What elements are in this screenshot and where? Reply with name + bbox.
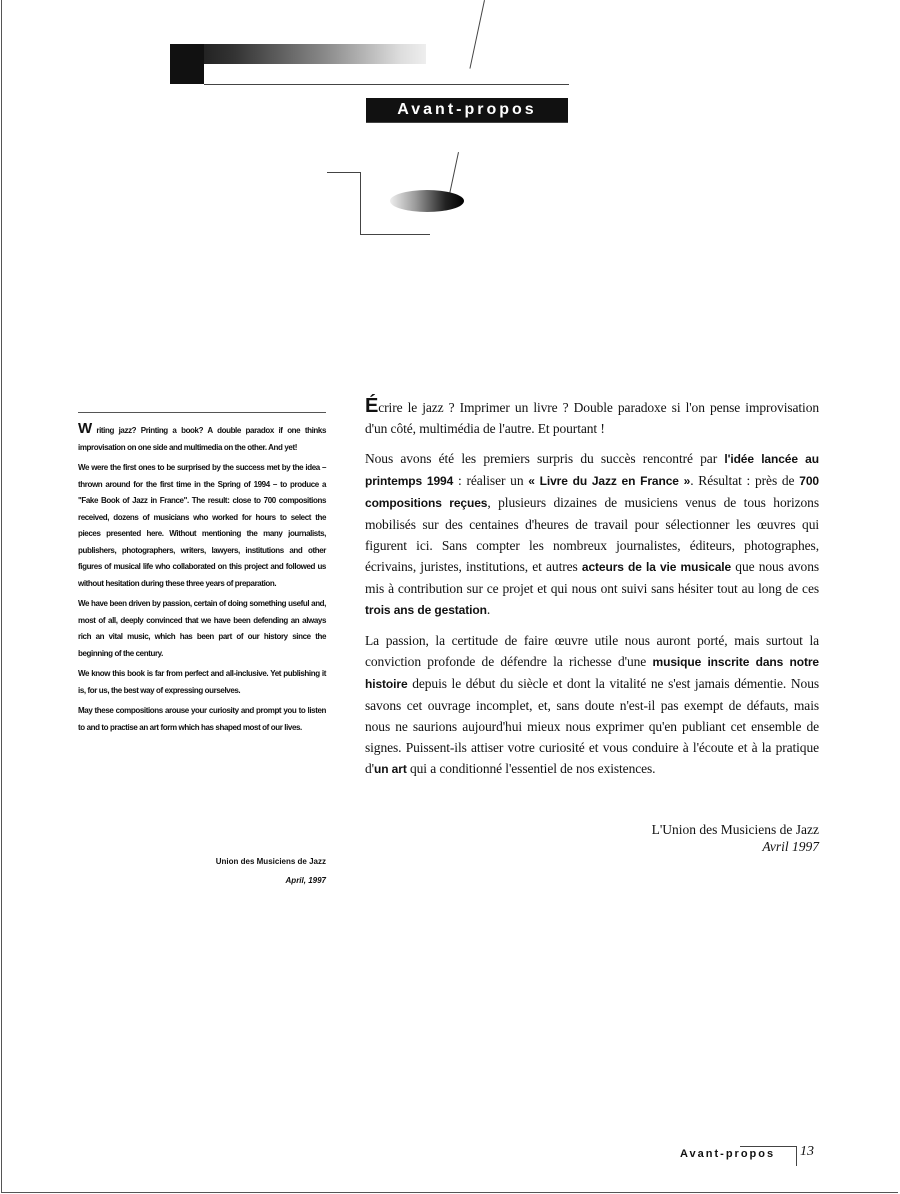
music-note-icon [390, 190, 464, 212]
rule-line [360, 172, 361, 234]
drop-cap: É [365, 395, 379, 417]
french-text-column [365, 396, 819, 789]
rule-line [327, 172, 361, 173]
rule-line [740, 1146, 796, 1147]
english-text-column [78, 412, 326, 740]
signature-name: L'Union des Musiciens de Jazz [651, 822, 819, 837]
signature-date: Avril 1997 [762, 839, 819, 854]
running-footer-title: Avant-propos [680, 1148, 776, 1160]
signature-date: April, 1997 [285, 876, 326, 885]
paragraph: We were the first ones to be surprised by the success met by the idea – thrown around for the first time in the Spring of 1994 – to produce a "Fake Book of Jazz in France". The result: close to 700 compositions received, dozens of musicians who worked for hours to select the pieces presented here. Without mentioning the many journalists, publishers, photographers, writers, lawyers, institutions and other figures of musical life who collaborated on this project and followed us without hesitation during these three years of preparation. [78, 463, 326, 588]
paragraph: May these compositions arouse your curiosity and prompt you to listen to and to practise an art form which has shaped most of our lives. [78, 706, 326, 732]
signature-name: Union des Musiciens de Jazz [215, 857, 326, 866]
gradient-bar-decoration [170, 44, 426, 64]
page-title: Avant-propos [366, 98, 568, 122]
rule-line [796, 1146, 797, 1166]
paragraph: La passion, la certitude de faire œuvre utile nous auront porté, mais surtout la conviction profonde de défendre la richesse d'une musique inscrite dans notre histoire depuis le début du siècle et dont la vitalité ne s'est jamais démentie. Nous savons cet ouvrage incomplet, et, sans doute n'est-il pas exempt de défauts, mais nous ne saurions aujourd'hui mieux nous exprimer qu'en publiant cet ensemble de signes. Puissent-ils attiser votre curiosité et vous conduire à l'écoute et à la pratique d'un art qui a conditionné l'essentiel de nos existences. [365, 633, 820, 776]
paragraph: Écrire le jazz ? Imprimer un livre ? Double paradoxe si l'on pense improvisation d'un côté, multimédia de l'autre. Et pourtant ! [365, 395, 819, 436]
rule-line [360, 234, 430, 235]
paragraph: Nous avons été les premiers surpris du succès rencontré par l'idée lancée au printemps 1994 : réaliser un « Livre du Jazz en France ». Résultat : près de 700 compositions reçues, plusieurs dizaines de musiciens venus de tous horizons mobilisés sur des centaines d'heures de travail pour sélectionner les œuvres qui figurent ici. Sans compter les nombreux journalistes, éditeurs, photographes, écrivains, juristes, institutions, et autres acteurs de la vie musicale que nous avons mis à contribution sur ce projet et qui nous ont suivi sans hésiter tout au long de ces trois ans de gestation. [365, 451, 820, 617]
paragraph: We have been driven by passion, certain of doing something useful and, most of all, deeply convinced that we have been defending an always rich an vital music, which has been part of our history since the beginning of the century. [78, 599, 326, 658]
paragraph: We know this book is far from perfect and all-inclusive. Yet publishing it is, for us, the best way of expressing ourselves. [78, 669, 326, 695]
rule-line [366, 122, 568, 123]
drop-cap: W [78, 420, 92, 437]
paragraph: W riting jazz? Printing a book? A double paradox if one thinks improvisation on one side and multimedia on the other. And yet! [78, 420, 326, 452]
page-number: 13 [800, 1144, 814, 1159]
rule-line [204, 84, 569, 85]
black-block-decoration [170, 44, 204, 84]
